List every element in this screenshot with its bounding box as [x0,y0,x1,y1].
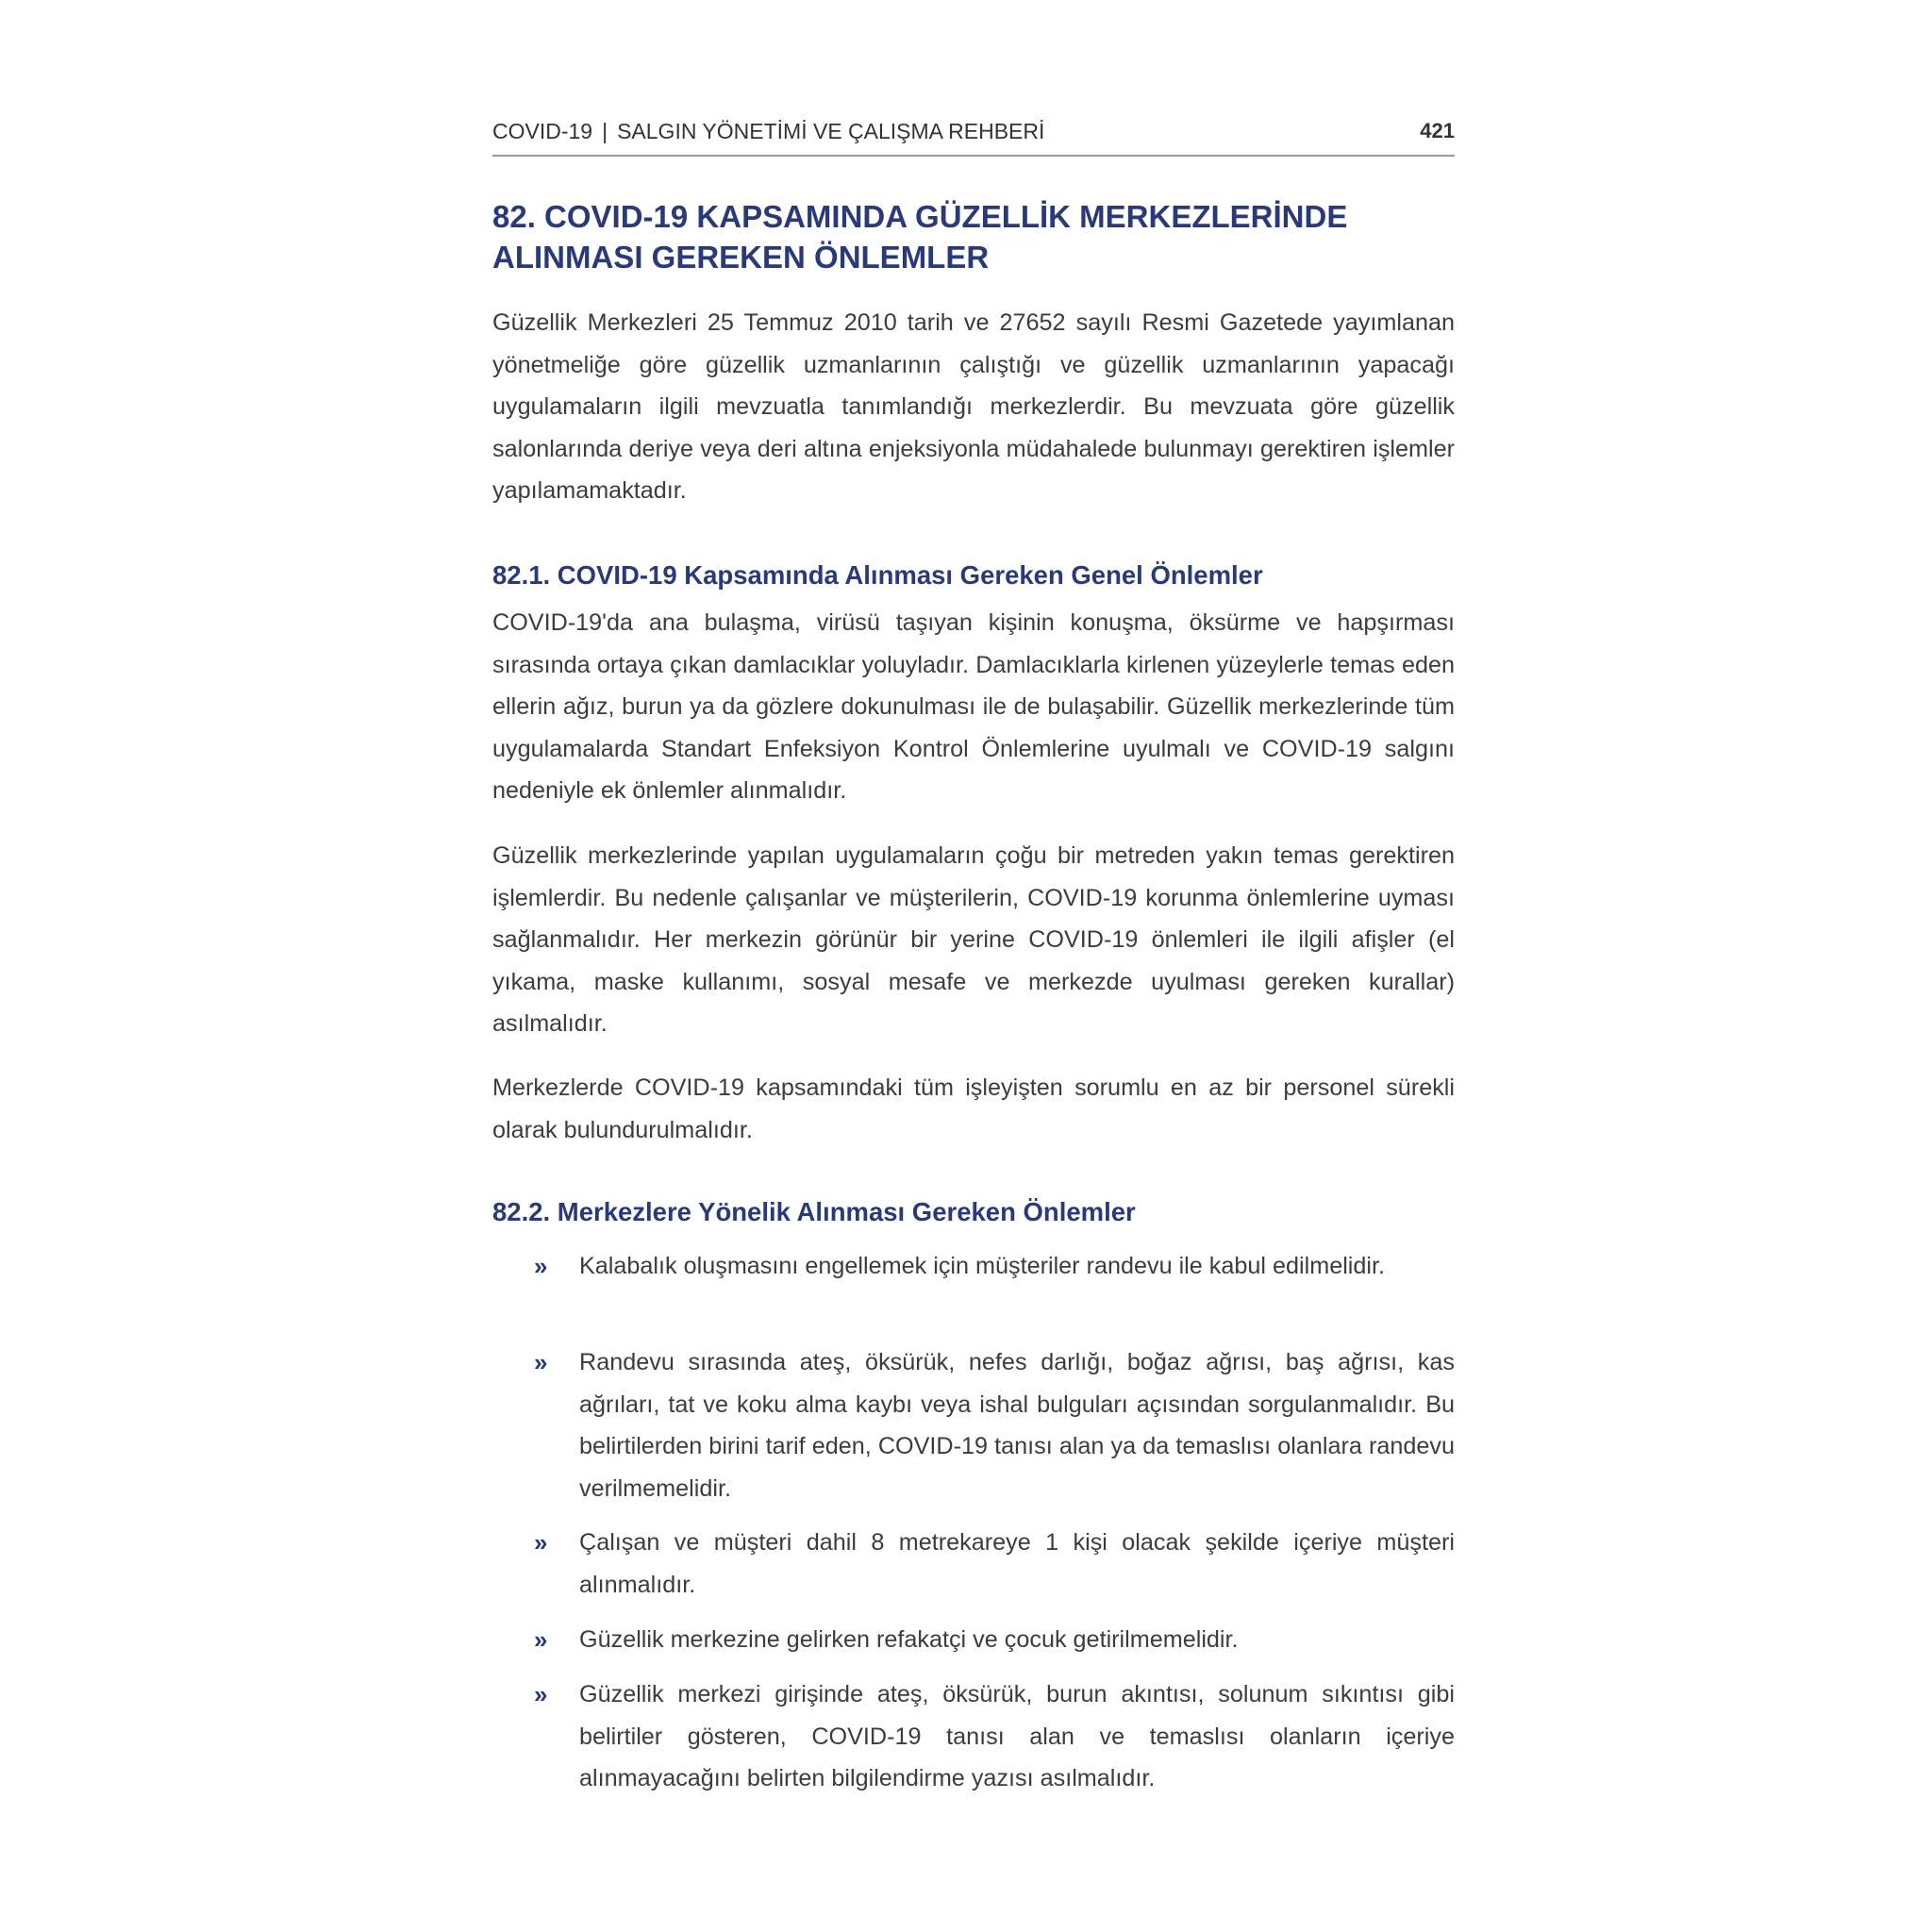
chapter-title: 82. COVID-19 KAPSAMINDA GÜZELLİK MERKEZLERİNDE ALINMASI GEREKEN ÖNLEMLER [492,199,1348,275]
bullet-text: Güzellik merkezi girişinde ateş, öksürük, burun akıntısı, solunum sıkıntısı gibi belirtiler gösteren, COVID-19 tanısı alan ve temaslısı olanların içeriye alınmayacağını belirten bilgilendirme yazısı asılmalıdır. [579,1681,1455,1792]
header-covid-label: COVID-19 [492,119,593,143]
running-header [492,119,1455,157]
header-separator: | [602,119,608,143]
bullet-text: Güzellik merkezine gelirken refakatçi ve çocuk getirilmemelidir. [579,1626,1239,1653]
bullet-chevron-icon: » [534,1348,548,1376]
header-guide-title: SALGIN YÖNETİMİ VE ÇALIŞMA REHBERİ [617,119,1045,143]
bullet-text: Çalışan ve müşteri dahil 8 metrekareye 1 kişi olacak şekilde içeriye müşteri alınmalıdır. [579,1529,1455,1598]
intro-paragraph: Güzellik Merkezleri 25 Temmuz 2010 tarih ve 27652 sayılı Resmi Gazetede yayımlanan yönetmeliğe göre güzellik uzmanlarının çalıştığı ve güzellik uzmanlarının yapacağı uygulamaların ilgili mevzuatla tanımlandığı merkezlerdir. Bu mevzuata göre güzellik salonlarında deriye veya deri altına enjeksiyonla müdahalede bulunmayı gerektiren işlemler yapılamamaktadır. [492,309,1455,505]
running-header-title [492,119,1044,144]
bullet-chevron-icon: » [534,1625,548,1654]
section-title-82-1: 82.1. COVID-19 Kapsamında Alınması Gereken Genel Önlemler [492,560,1263,590]
section-title-82-2: 82.2. Merkezlere Yönelik Alınması Gereken Önlemler [492,1197,1136,1226]
section1-paragraph-3: Merkezlerde COVID-19 kapsamındaki tüm işleyişten sorumlu en az bir personel sürekli olarak bulundurulmalıdır. [492,1074,1455,1143]
bullet-chevron-icon: » [534,1528,548,1557]
bullet-chevron-icon: » [534,1252,548,1280]
section1-paragraph-2: Güzellik merkezlerinde yapılan uygulamaların çoğu bir metreden yakın temas gerektiren işlemlerdir. Bu nedenle çalışanlar ve müşterilerin, COVID-19 korunma önlemlerine uyması sağlanmalıdır. Her merkezin görünür bir yerine COVID-19 önlemleri ile ilgili afişler (el yıkama, maske kullanımı, sosyal mesafe ve merkezde uyulması gereken kurallar) asılmalıdır. [492,842,1455,1038]
bullet-text: Randevu sırasında ateş, öksürük, nefes darlığı, boğaz ağrısı, baş ağrısı, kas ağrıları, tat ve koku alma kaybı veya ishal bulguları açısından sorgulanmalıdır. Bu belirtilerden birini tarif eden, COVID-19 tanısı alan ya da temaslısı olanlara randevu verilmemelidir. [579,1349,1455,1502]
page-number: 421 [1420,119,1455,142]
section1-paragraph-1: COVID-19'da ana bulaşma, virüsü taşıyan kişinin konuşma, öksürme ve hapşırması sırasında ortaya çıkan damlacıklar yoluyladır. Damlacıklarla kirlenen yüzeylerle temas eden ellerin ağız, burun ya da gözlere dokunulması ile de bulaşabilir. Güzellik merkezlerinde tüm uygulamalarda Standart Enfeksiyon Kontrol Önlemlerine uyulmalı ve COVID-19 salgını nedeniyle ek önlemler alınmalıdır. [492,609,1455,805]
bullet-chevron-icon: » [534,1680,548,1708]
bullet-text: Kalabalık oluşmasını engellemek için müşteriler randevu ile kabul edilmelidir. [579,1253,1385,1279]
